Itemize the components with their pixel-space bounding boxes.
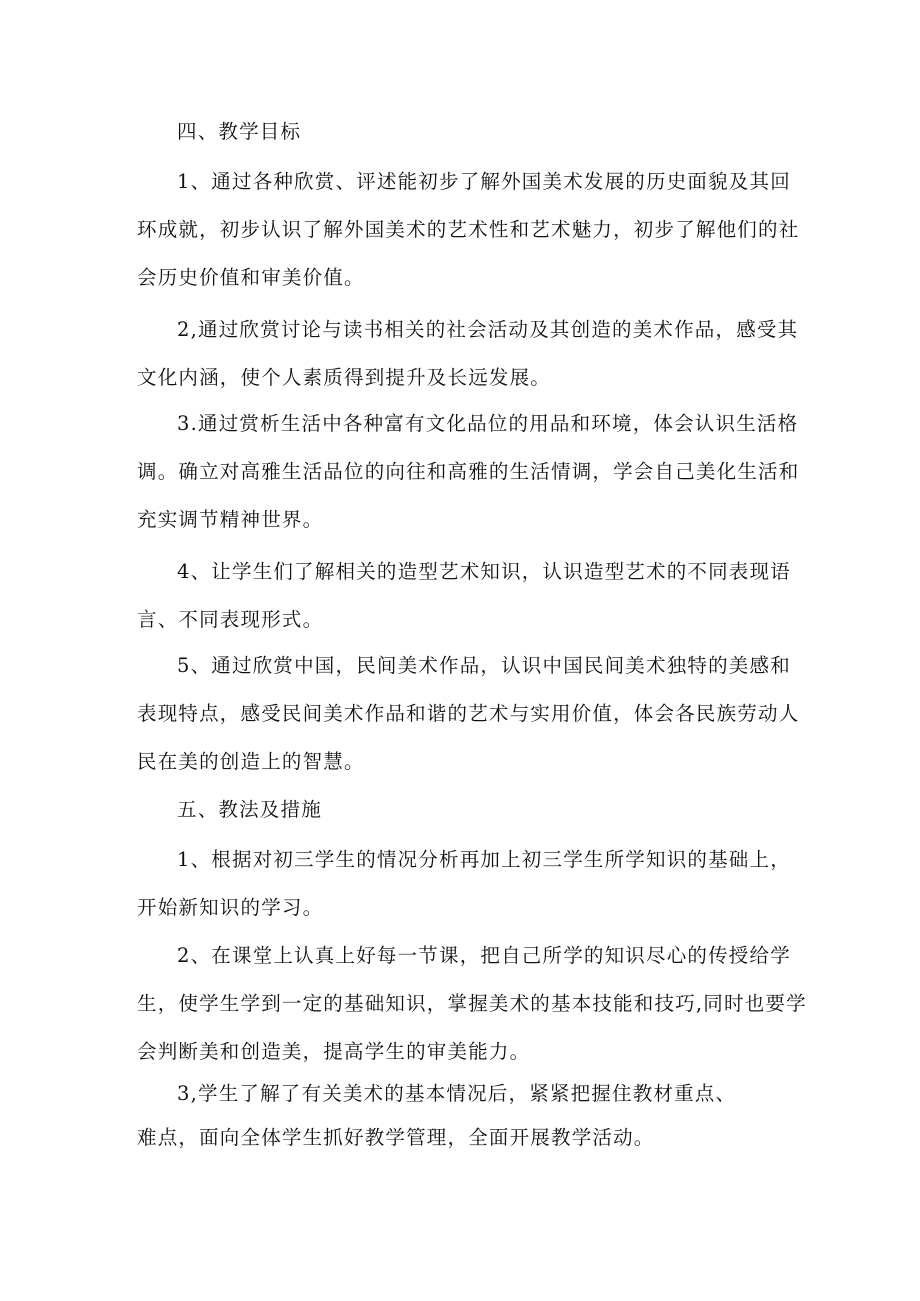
objective-1 [137,158,800,302]
section-4-heading-block [137,108,797,156]
method-2 [137,932,807,1076]
objective-3 [137,400,800,544]
paragraph-line: 会历史价值和审美价值。 [137,266,365,289]
method-3 [137,1072,797,1160]
paragraph-line: 生，使学生学到一定的基础知识，掌握美术的基本技能和技巧,同时也要学 [137,992,807,1015]
paragraph-line: 5、通过欣赏中国，民间美术作品，认识中国民间美术独特的美感和 [177,654,791,677]
paragraph-line: 2,通过欣赏讨论与读书相关的社会活动及其创造的美术作品，感受其 [177,318,799,341]
paragraph-line: 会判断美和创造美，提高学生的审美能力。 [137,1040,531,1063]
paragraph-line: 3,学生了解了有关美术的基本情况后，紧紧把握住教材重点、 [177,1082,737,1105]
objective-4 [137,548,797,644]
objective-2 [137,306,797,402]
section-5-heading: 五、教法及措施 [177,798,322,821]
paragraph-line: 4、让学生们了解相关的造型艺术知识，认识造型艺术的不同表现语 [177,560,791,583]
section-4-heading: 四、教学目标 [177,120,302,143]
paragraph-line: 环成就，初步认识了解外国美术的艺术性和艺术魅力，初步了解他们的社 [137,218,800,241]
section-5-heading-block [137,786,797,834]
paragraph-line: 3.通过赏析生活中各种富有文化品位的用品和环境，体会认识生活格 [177,412,799,435]
method-1 [137,836,797,932]
paragraph-line: 民在美的创造上的智慧。 [137,750,365,773]
paragraph-line: 充实调节精神世界。 [137,508,324,531]
paragraph-line: 言、不同表现形式。 [137,608,324,631]
paragraph-line: 表现特点，感受民间美术作品和谐的艺术与实用价值，体会各民族劳动人 [137,702,800,725]
paragraph-line: 1、根据对初三学生的情况分析再加上初三学生所学知识的基础上， [177,848,791,871]
paragraph-line: 调。确立对高雅生活品位的向往和高雅的生活情调，学会自己美化生活和 [137,460,800,483]
paragraph-line: 难点，面向全体学生抓好教学管理，全面开展教学活动。 [137,1126,655,1149]
paragraph-line: 开始新知识的学习。 [137,896,324,919]
objective-5 [137,642,800,786]
paragraph-line: 2、在课堂上认真上好每一节课，把自己所学的知识尽心的传授给学 [177,944,791,967]
paragraph-line: 1、通过各种欣赏、评述能初步了解外国美术发展的历史面貌及其回 [177,170,791,193]
paragraph-line: 文化内涵，使个人素质得到提升及长远发展。 [137,366,552,389]
